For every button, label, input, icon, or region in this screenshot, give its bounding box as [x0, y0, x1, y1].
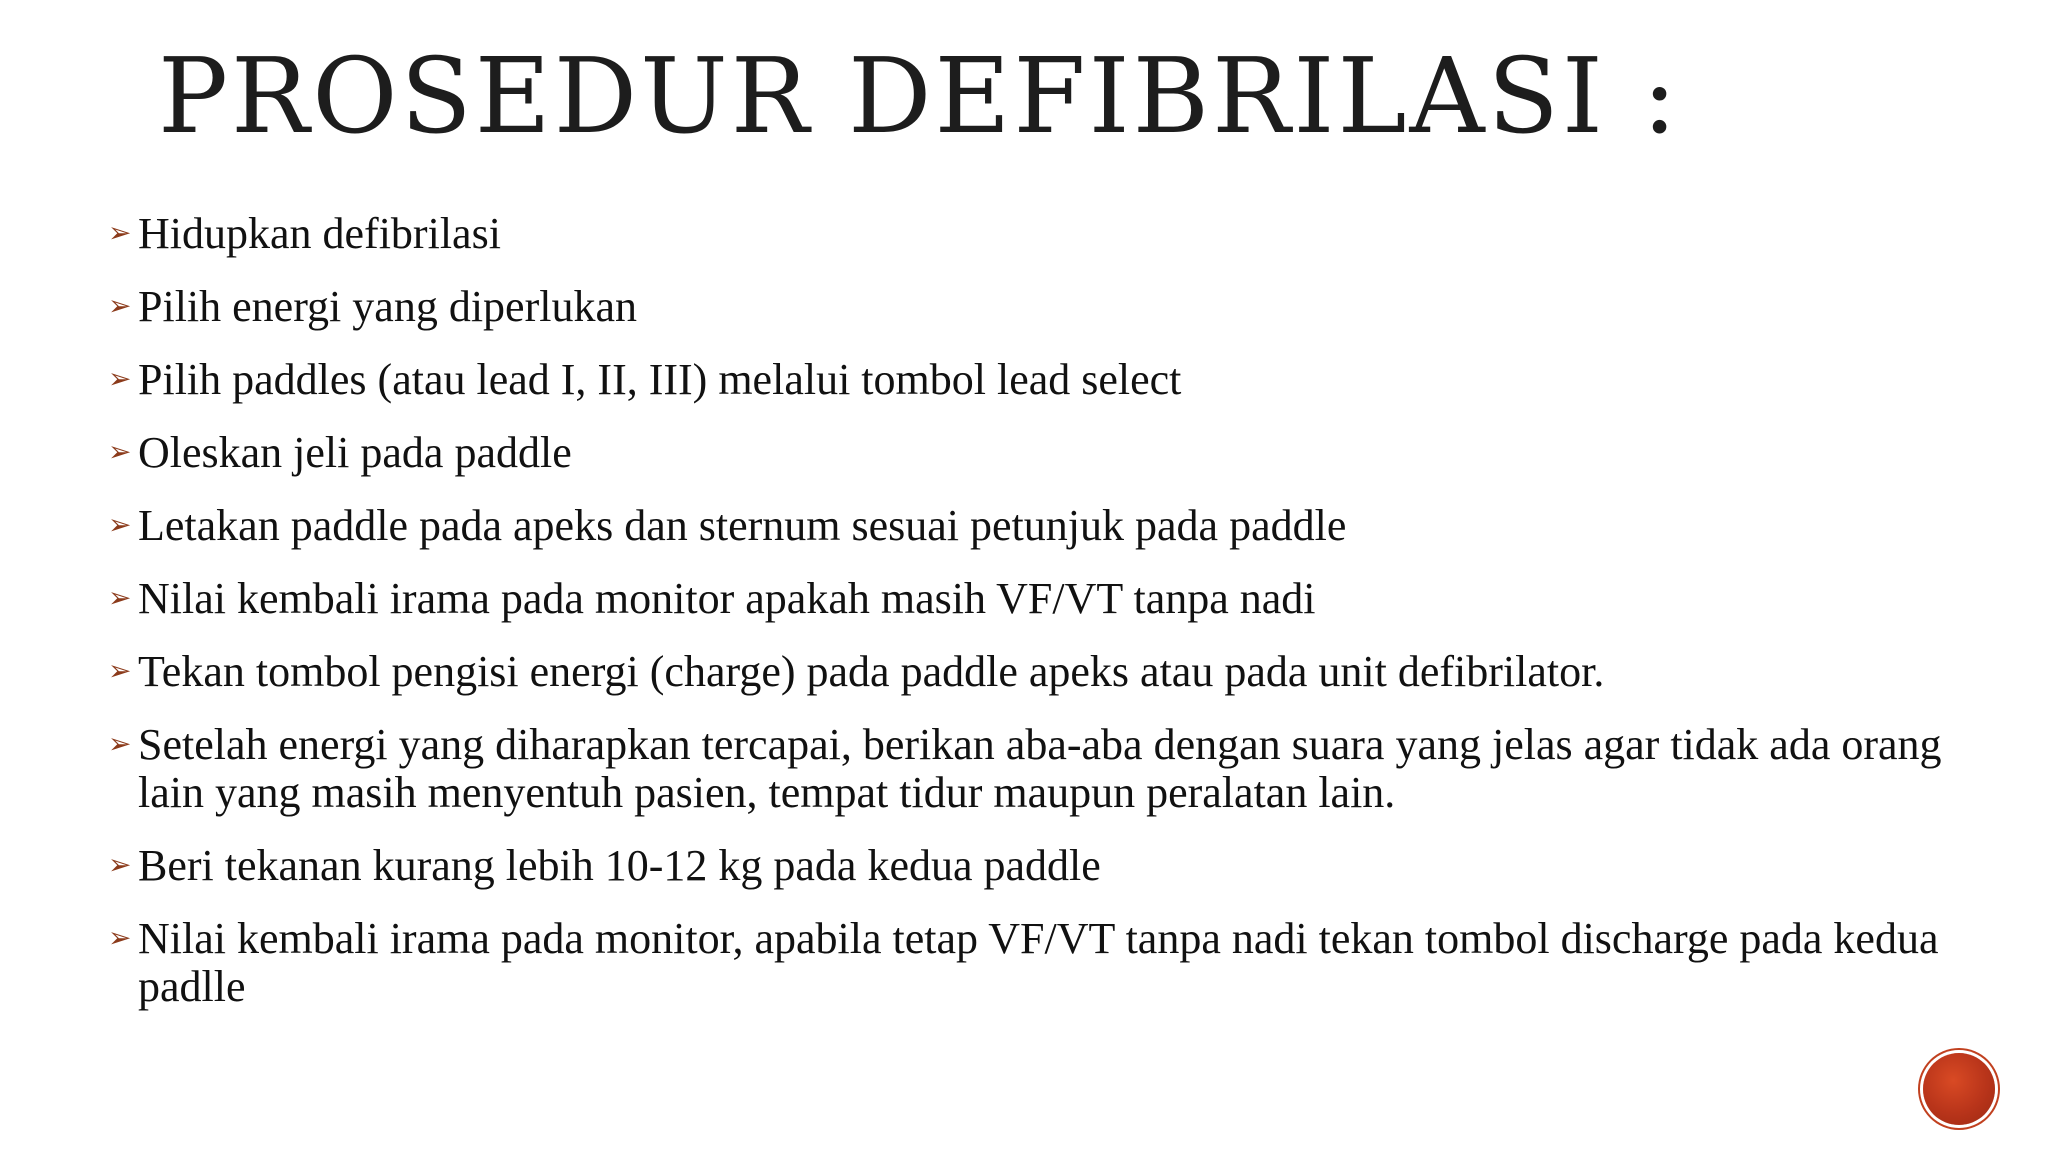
bullet-item	[108, 721, 2008, 817]
bullet-item	[108, 502, 2008, 550]
bullet-text: Hidupkan defibrilasi	[138, 209, 501, 258]
arrowhead-bullet-icon: ➢	[108, 656, 132, 687]
bullet-item	[108, 648, 2008, 696]
arrowhead-bullet-icon: ➢	[108, 850, 132, 881]
slide-nav-button[interactable]	[1923, 1053, 1995, 1125]
arrowhead-bullet-icon: ➢	[108, 729, 132, 760]
bullet-list	[108, 210, 2008, 1036]
bullet-text: Oleskan jeli pada paddle	[138, 428, 572, 477]
arrowhead-bullet-icon: ➢	[108, 923, 132, 954]
arrowhead-bullet-icon: ➢	[108, 437, 132, 468]
bullet-text: Pilih paddles (atau lead I, II, III) melalui tombol lead select	[138, 355, 1182, 404]
bullet-item	[108, 356, 2008, 404]
bullet-item	[108, 842, 2008, 890]
bullet-item	[108, 283, 2008, 331]
arrowhead-bullet-icon: ➢	[108, 218, 132, 249]
bullet-item	[108, 210, 2008, 258]
arrowhead-bullet-icon: ➢	[108, 364, 132, 395]
arrowhead-bullet-icon: ➢	[108, 510, 132, 541]
bullet-text: Nilai kembali irama pada monitor, apabila tetap VF/VT tanpa nadi tekan tombol discharge pada kedua padlle	[138, 914, 1939, 1011]
bullet-text: Beri tekanan kurang lebih 10-12 kg pada kedua paddle	[138, 841, 1101, 890]
bullet-text: Setelah energi yang diharapkan tercapai, berikan aba-aba dengan suara yang jelas agar tidak ada orang lain yang masih menyentuh pasien, tempat tidur maupun peralatan lain.	[138, 720, 1942, 817]
bullet-item	[108, 915, 2008, 1011]
bullet-item	[108, 429, 2008, 477]
bullet-text: Letakan paddle pada apeks dan sternum sesuai petunjuk pada paddle	[138, 501, 1347, 550]
arrowhead-bullet-icon: ➢	[108, 291, 132, 322]
bullet-text: Pilih energi yang diperlukan	[138, 282, 637, 331]
bullet-text: Tekan tombol pengisi energi (charge) pada paddle apeks atau pada unit defibrilator.	[138, 647, 1605, 696]
bullet-item	[108, 575, 2008, 623]
bullet-text: Nilai kembali irama pada monitor apakah masih VF/VT tanpa nadi	[138, 574, 1316, 623]
arrowhead-bullet-icon: ➢	[108, 583, 132, 614]
slide-title: PROSEDUR DEFIBRILASI :	[158, 35, 1681, 157]
